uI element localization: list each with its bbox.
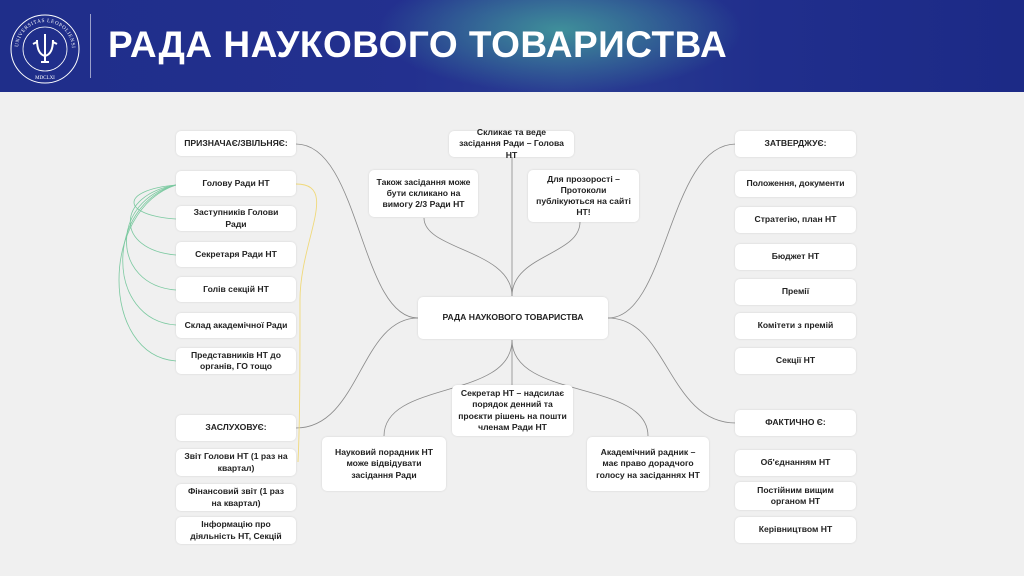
hears-heading: ЗАСЛУХОВУЄ: xyxy=(176,415,296,441)
transparency-note: Для прозорості – Протоколи публікуються на сайті НТ! xyxy=(528,170,639,222)
actually-is-heading: ФАКТИЧНО Є: xyxy=(735,410,856,436)
ombudsman-note: Науковий порадник НТ може відвідувати засідання Ради xyxy=(322,437,446,491)
appoint-item: Склад академічної Ради xyxy=(176,313,296,338)
appoints-dismisses-heading: ПРИЗНАЧАЄ/ЗВІЛЬНЯЄ: xyxy=(176,131,296,156)
svg-text:MDCLXI: MDCLXI xyxy=(35,76,55,81)
approve-item: Секції НТ xyxy=(735,348,856,374)
convenes-note: Скликає та веде засідання Ради – Голова НТ xyxy=(449,131,574,157)
hears-item: Фінансовий звіт (1 раз на квартал) xyxy=(176,484,296,511)
hears-item: Звіт Голови НТ (1 раз на квартал) xyxy=(176,449,296,476)
page-title: РАДА НАУКОВОГО ТОВАРИСТВА xyxy=(108,24,728,65)
approve-item: Стратегію, план НТ xyxy=(735,207,856,233)
appoint-item: Голову Ради НТ xyxy=(176,171,296,196)
appoint-item: Представників НТ до органів, ГО тощо xyxy=(176,348,296,374)
hears-item: Інформацію про діяльність НТ, Секцій xyxy=(176,517,296,544)
appoint-item: Голів секцій НТ xyxy=(176,277,296,302)
appoint-item: Заступників Голови Ради xyxy=(176,206,296,231)
approves-heading: ЗАТВЕРДЖУЄ: xyxy=(735,131,856,157)
secretary-note: Секретар НТ – надсилає порядок денний та проєкти рішень на пошти членам Ради НТ xyxy=(452,385,573,436)
center-node: РАДА НАУКОВОГО ТОВАРИСТВА xyxy=(418,297,608,339)
actually-is-item: Постійним вищим органом НТ xyxy=(735,482,856,510)
approve-item: Премії xyxy=(735,279,856,305)
extra-meeting-note: Також засідання може бути скликано на вимогу 2/3 Ради НТ xyxy=(369,170,478,217)
approve-item: Положення, документи xyxy=(735,171,856,197)
actually-is-item: Об'єднанням НТ xyxy=(735,450,856,476)
approve-item: Бюджет НТ xyxy=(735,244,856,270)
academic-advisor-note: Академічний радник – має право дорадчого голосу на засіданнях НТ xyxy=(587,437,709,491)
svg-text:UNIVERSITAS LEOPOLIENSIS: UNIVERSITAS LEOPOLIENSI xyxy=(14,17,77,49)
appoint-item: Секретаря Ради НТ xyxy=(176,242,296,267)
actually-is-item: Керівництвом НТ xyxy=(735,517,856,543)
approve-item: Комітети з премій xyxy=(735,313,856,339)
